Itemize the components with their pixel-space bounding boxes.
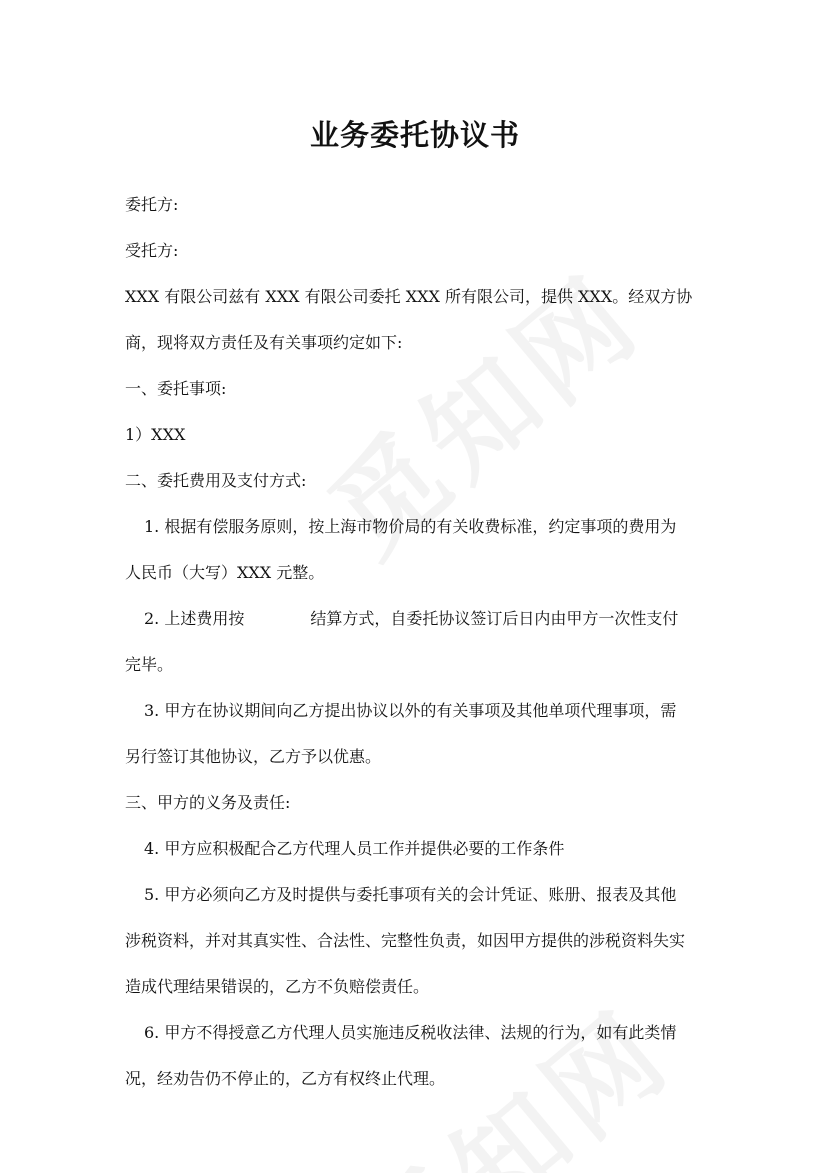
clause-line: 5. 甲方必须向乙方及时提供与委托事项有关的会计凭证、账册、报表及其他 (144, 885, 677, 904)
clause-text: 结算方式，自委托协议签订后日内由甲方一次性支付 (310, 609, 679, 628)
list-item: 1）XXX (125, 425, 186, 444)
document-body (125, 182, 715, 1102)
document-title: 业务委托协议书 (309, 118, 520, 152)
clause-line (125, 596, 715, 642)
intro-line: XXX 有限公司兹有 XXX 有限公司委托 XXX 所有限公司，提供 XXX。经双方协 (125, 287, 693, 306)
clause-line: 4. 甲方应积极配合乙方代理人员工作并提供必要的工作条件 (144, 839, 565, 858)
agent-line: 受托方: (125, 241, 179, 260)
clause-line: 人民币（大写）XXX 元整。 (125, 563, 325, 582)
clause-line: 造成代理结果错误的，乙方不负赔偿责任。 (125, 977, 430, 996)
clause-line: 6. 甲方不得授意乙方代理人员实施违反税收法律、法规的行为，如有此类情 (144, 1023, 677, 1042)
clause-line: 另行签订其他协议，乙方予以优惠。 (125, 747, 382, 766)
clause-line: 3. 甲方在协议期间向乙方提出协议以外的有关事项及其他单项代理事项，需 (144, 701, 677, 720)
principal-line: 委托方: (125, 195, 179, 214)
intro-line: 商，现将双方责任及有关事项约定如下: (125, 333, 403, 352)
section-heading: 三、甲方的义务及责任: (125, 793, 291, 812)
clause-line: 涉税资料，并对其真实性、合法性、完整性负责，如因甲方提供的涉税资料失实 (125, 931, 686, 950)
clause-line: 完毕。 (125, 655, 174, 674)
clause-text: 2. 上述费用按 (144, 609, 245, 628)
clause-line: 1. 根据有偿服务原则，按上海市物价局的有关收费标准，约定事项的费用为 (144, 517, 677, 536)
section-heading: 二、委托费用及支付方式: (125, 471, 307, 490)
section-heading: 一、委托事项: (125, 379, 227, 398)
clause-line: 况，经劝告仍不停止的，乙方有权终止代理。 (125, 1069, 446, 1088)
